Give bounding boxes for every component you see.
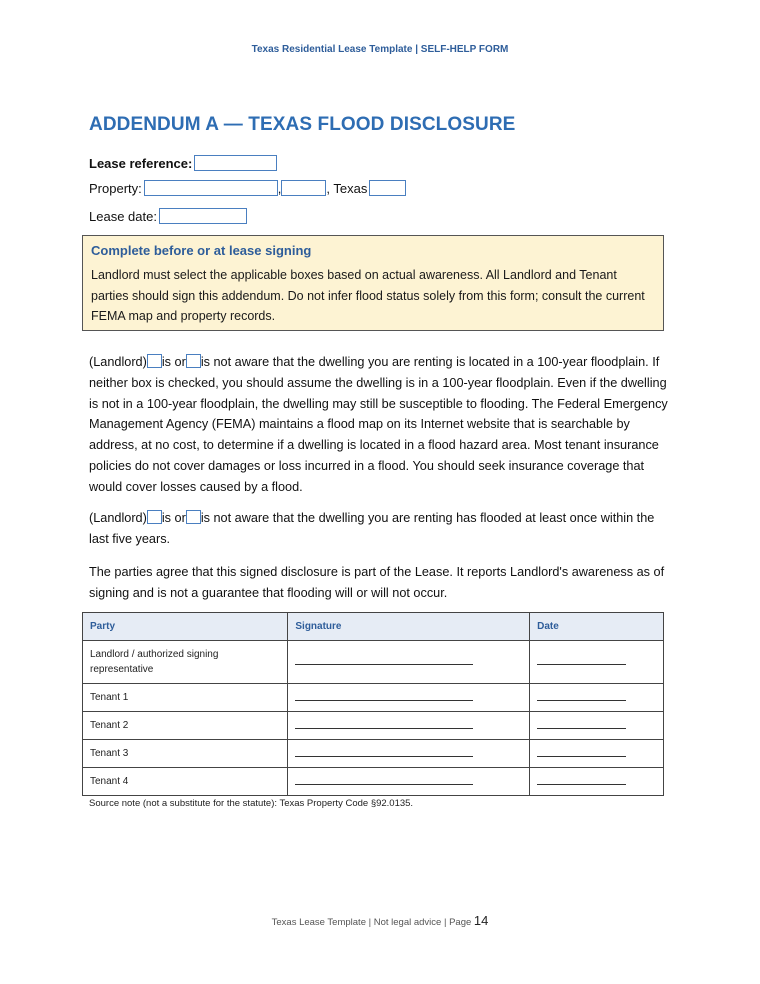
page-title: ADDENDUM A — TEXAS FLOOD DISCLOSURE xyxy=(89,114,516,135)
flooded-is-aware-checkbox[interactable] xyxy=(147,510,162,524)
signature-table xyxy=(82,612,664,796)
footer-text: Texas Lease Template | Not legal advice | Page xyxy=(271,917,474,928)
page-header: Texas Residential Lease Template | SELF-HELP FORM xyxy=(251,44,509,55)
table-row xyxy=(83,684,664,712)
date-line[interactable] xyxy=(530,768,664,796)
flooded-disclosure xyxy=(89,508,674,550)
page-footer xyxy=(0,913,760,928)
signature-table-header xyxy=(83,613,664,641)
lease-date-label: Lease date: xyxy=(89,208,157,224)
property-address-field[interactable] xyxy=(144,180,278,196)
signature-line[interactable] xyxy=(288,740,530,768)
party-cell: Tenant 4 xyxy=(83,768,288,796)
lease-reference-label: Lease reference: xyxy=(89,155,193,171)
property-zip-field[interactable] xyxy=(369,180,406,196)
header-signature: Signature xyxy=(288,613,530,641)
header-party: Party xyxy=(83,613,288,641)
party-cell: Tenant 2 xyxy=(83,712,288,740)
date-line[interactable] xyxy=(530,641,664,684)
texas-label: , Texas xyxy=(326,180,368,196)
flooded-disclosure-text: is not aware that the dwelling you are renting has flooded at least once within the last five years. xyxy=(89,511,655,546)
signature-line[interactable] xyxy=(288,641,530,684)
property-row xyxy=(89,180,406,196)
agreement-paragraph: The parties agree that this signed disclosure is part of the Lease. It reports Landlord's awareness as of signing and is not a guarantee that flooding will or will not occur. xyxy=(89,565,665,600)
table-row xyxy=(83,641,664,684)
floodplain-not-aware-checkbox[interactable] xyxy=(186,354,201,368)
floodplain-disclosure xyxy=(89,352,674,498)
lease-date-field[interactable] xyxy=(159,208,247,224)
floodplain-landlord-label: (Landlord) xyxy=(89,355,147,369)
signing-notice-box xyxy=(82,235,664,331)
lease-date-row xyxy=(89,208,247,224)
property-label: Property: xyxy=(89,180,142,196)
table-row xyxy=(83,768,664,796)
floodplain-is-aware-checkbox[interactable] xyxy=(147,354,162,368)
party-cell: Landlord / authorized signing representative xyxy=(83,641,288,684)
date-line[interactable] xyxy=(530,740,664,768)
party-cell: Tenant 1 xyxy=(83,684,288,712)
date-line[interactable] xyxy=(530,712,664,740)
signature-line[interactable] xyxy=(288,712,530,740)
header-date: Date xyxy=(530,613,664,641)
lease-reference-field[interactable] xyxy=(194,155,277,171)
notice-title: Complete before or at lease signing xyxy=(91,243,312,258)
page-number: 14 xyxy=(473,913,489,928)
table-row xyxy=(83,712,664,740)
party-cell: Tenant 3 xyxy=(83,740,288,768)
flooded-is-or-label: is or xyxy=(161,511,186,525)
table-row xyxy=(83,740,664,768)
notice-body: Landlord must select the applicable boxes based on actual awareness. All Landlord and Tenant parties should sign this addendum. Do not infer flood status solely from this form; consult the current FEMA map and property records. xyxy=(91,268,645,323)
property-comma: , xyxy=(277,180,282,196)
date-line[interactable] xyxy=(530,684,664,712)
source-note: Source note (not a substitute for the statute): Texas Property Code §92.0135. xyxy=(89,798,414,809)
flooded-not-aware-checkbox[interactable] xyxy=(186,510,201,524)
signature-line[interactable] xyxy=(288,768,530,796)
floodplain-is-or-label: is or xyxy=(161,355,186,369)
lease-reference-row xyxy=(89,155,277,171)
flooded-landlord-label: (Landlord) xyxy=(89,511,147,525)
property-city-field[interactable] xyxy=(281,180,326,196)
signature-line[interactable] xyxy=(288,684,530,712)
floodplain-disclosure-text: is not aware that the dwelling you are renting is located in a 100-year floodplain. If neither box is checked, you should assume the dwelling is in a 100-year floodplain. Even if the dwelling is not in a 100-year floodplain, the dwelling may still be susceptible to flooding. The Federal Emergency Management Agency (FEMA) maintains a flood map on its Internet website that is searchable by address, at no cost, to determine if a dwelling is located in a flood hazard area. Most tenant insurance policies do not cover damages or loss incurred in a flood. You should seek insurance coverage that would cover losses caused by a flood. xyxy=(89,355,668,494)
